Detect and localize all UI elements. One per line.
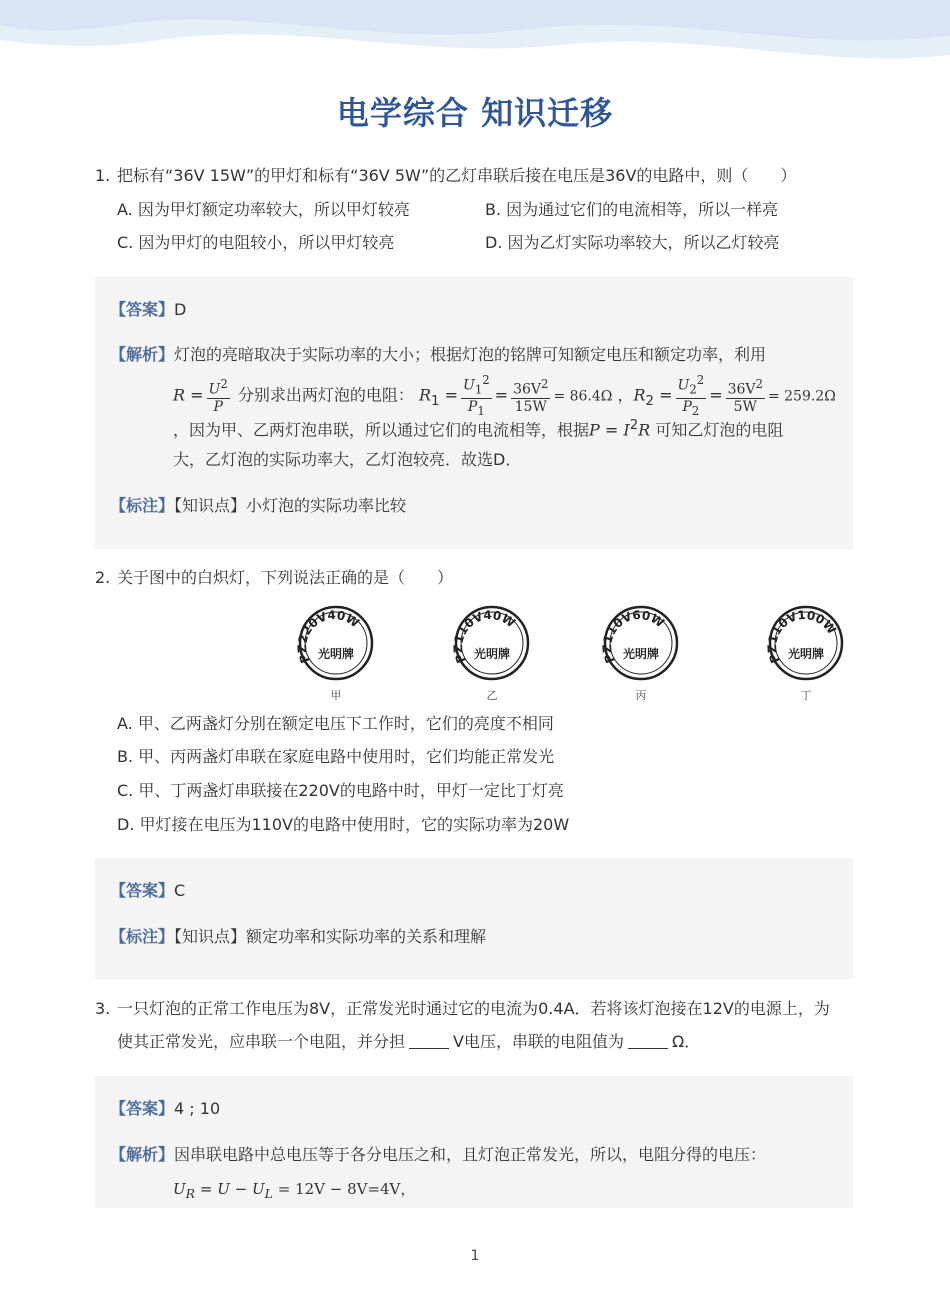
q1-note-row: [110, 495, 406, 517]
q1-answer-box: [95, 277, 853, 549]
question-stem: 一只灯泡的正常工作电压为8V，正常发光时通过它的电流为0.4A．若将该灯泡接在12V的电源上，为: [117, 999, 830, 1018]
q3-answer-box: [95, 1076, 853, 1208]
bulb-label: PZ220V40W: [296, 607, 362, 666]
q2-option-d: D. 甲灯接在电压为110V的电路中使用时，它的实际功率为20W: [117, 815, 570, 834]
bulb-label: PZ110V100W: [766, 607, 839, 666]
answer-label: 【答案】: [110, 300, 175, 319]
q3-analysis-formula-row: $U_R = U - U_L = 12V - 8V=4V$，: [173, 1180, 416, 1201]
page-title: 电学综合 知识迁移: [336, 94, 614, 132]
q1-analysis-formula-row: R = $\frac{U^2}{P}$ 分别求出两灯泡的电阻： $R_1$ = $\frac{U_1^2}{P_1}$ = $\frac{36V^2}{15W}$ = 86.4Ω ，$R_2$ = $\frac{U_2^2}{P_2}$ = $\frac{36V^2}{5W}$ = 259.2Ω: [173, 373, 836, 419]
bulb-nameplate-icon: [296, 603, 376, 683]
q1-analysis-row-1: [110, 344, 766, 366]
bulb-brand: 光明牌: [787, 647, 825, 661]
fill-blank-2[interactable]: [628, 1048, 668, 1049]
bulb-caption: 丙: [635, 689, 647, 702]
bulb-nameplate-icon: [452, 603, 532, 683]
bulb-bing: [601, 603, 681, 702]
bulb-ding: [766, 603, 846, 702]
question-3: [95, 999, 830, 1019]
bulb-nameplate-icon: [766, 603, 846, 683]
bulb-brand: 光明牌: [622, 647, 660, 661]
question-number: 3.: [95, 999, 111, 1018]
q2-option-c: C. 甲、丁两盏灯串联接在220V的电路中时，甲灯一定比丁灯亮: [117, 781, 564, 800]
question-number: 1.: [95, 166, 111, 185]
answer-value: C: [174, 881, 186, 900]
analysis-text: = 12V − 8V=4V，: [277, 1180, 416, 1198]
bulb-caption: 乙: [486, 689, 498, 702]
analysis-label: 【解析】: [110, 345, 175, 364]
bulb-nameplate-icon: [601, 603, 681, 683]
question-stem: 关于图中的白炽灯，下列说法正确的是（ ）: [117, 568, 454, 587]
q2-answer-box: [95, 858, 853, 979]
header-wave-decoration: [0, 0, 950, 75]
bulb-label: PZ110V40W: [452, 607, 518, 666]
bulb-label: PZ110V60W: [601, 607, 667, 666]
q2-answer-row: [110, 880, 185, 902]
bulb-caption: 甲: [330, 689, 342, 702]
q3-answer-row: [110, 1098, 220, 1120]
q2-option-a: A. 甲、乙两盏灯分别在额定电压下工作时，它们的亮度不相同: [117, 714, 554, 733]
q1-analysis-row-4: 大，乙灯泡的实际功率大，乙灯泡较亮．故选D．: [173, 450, 522, 469]
note-label: 【标注】: [110, 496, 175, 515]
question-stem: V电压，串联的电阻值为: [453, 1032, 624, 1051]
note-label: 【标注】: [110, 927, 175, 946]
question-2: [95, 568, 453, 588]
q1-answer-row: [110, 299, 186, 321]
q1-option-c: C. 因为甲灯的电阻较小，所以甲灯较亮: [117, 233, 395, 252]
analysis-text: 可知乙灯泡的电阻: [655, 420, 784, 440]
question-stem: 使其正常发光，应串联一个电阻，并分担: [117, 1032, 406, 1051]
question-3-line-2: [117, 1032, 700, 1052]
analysis-label: 【解析】: [110, 1145, 175, 1164]
answer-label: 【答案】: [110, 1099, 175, 1118]
r2-value: = 259.2Ω: [767, 388, 836, 405]
page-number: 1: [470, 1248, 480, 1264]
analysis-text: ，因为甲、乙两灯泡串联，所以通过它们的电流相等，根据: [173, 420, 590, 440]
q1-option-b: B. 因为通过它们的电流相等，所以一样亮: [485, 200, 779, 219]
question-stem: 把标有“36V 15W”的甲灯和标有“36V 5W”的乙灯串联后接在电压是36V的电路中，则（ ）: [117, 166, 797, 185]
analysis-text: 因串联电路中总电压等于各分电压之和，且灯泡正常发光，所以，电阻分得的电压：: [174, 1145, 767, 1164]
bulb-yi: [452, 603, 532, 702]
bulb-caption: 丁: [800, 689, 812, 702]
q3-analysis-row-1: [110, 1144, 766, 1166]
q1-option-d: D. 因为乙灯实际功率较大，所以乙灯较亮: [485, 233, 780, 252]
bulb-jia: [296, 603, 376, 702]
q2-note-row: [110, 926, 486, 948]
question-stem: Ω．: [671, 1032, 701, 1051]
question-number: 2.: [95, 568, 111, 587]
analysis-text: 分别求出两灯泡的电阻：: [237, 385, 414, 405]
answer-label: 【答案】: [110, 881, 175, 900]
bulb-brand: 光明牌: [317, 647, 355, 661]
answer-value: D: [174, 300, 187, 319]
q1-option-a: A. 因为甲灯额定功率较大，所以甲灯较亮: [117, 200, 410, 219]
q2-option-b: B. 甲、丙两盏灯串联在家庭电路中使用时，它们均能正常发光: [117, 747, 555, 766]
analysis-text: 灯泡的亮暗取决于实际功率的大小；根据灯泡的铭牌可知额定电压和额定功率，利用: [174, 345, 767, 364]
fill-blank-1[interactable]: [409, 1048, 449, 1049]
question-1: [95, 166, 796, 186]
r1-value: = 86.4Ω: [553, 388, 613, 405]
note-text: 【知识点】小灯泡的实际功率比较: [174, 496, 407, 515]
answer-value: 4 ; 10: [174, 1099, 221, 1118]
note-text: 【知识点】额定功率和实际功率的关系和理解: [174, 927, 487, 946]
bulb-brand: 光明牌: [473, 647, 511, 661]
q1-analysis-row-3: ，因为甲、乙两灯泡串联，所以通过它们的电流相等，根据$P = I^2R$ 可知乙灯泡的电阻: [173, 418, 784, 440]
